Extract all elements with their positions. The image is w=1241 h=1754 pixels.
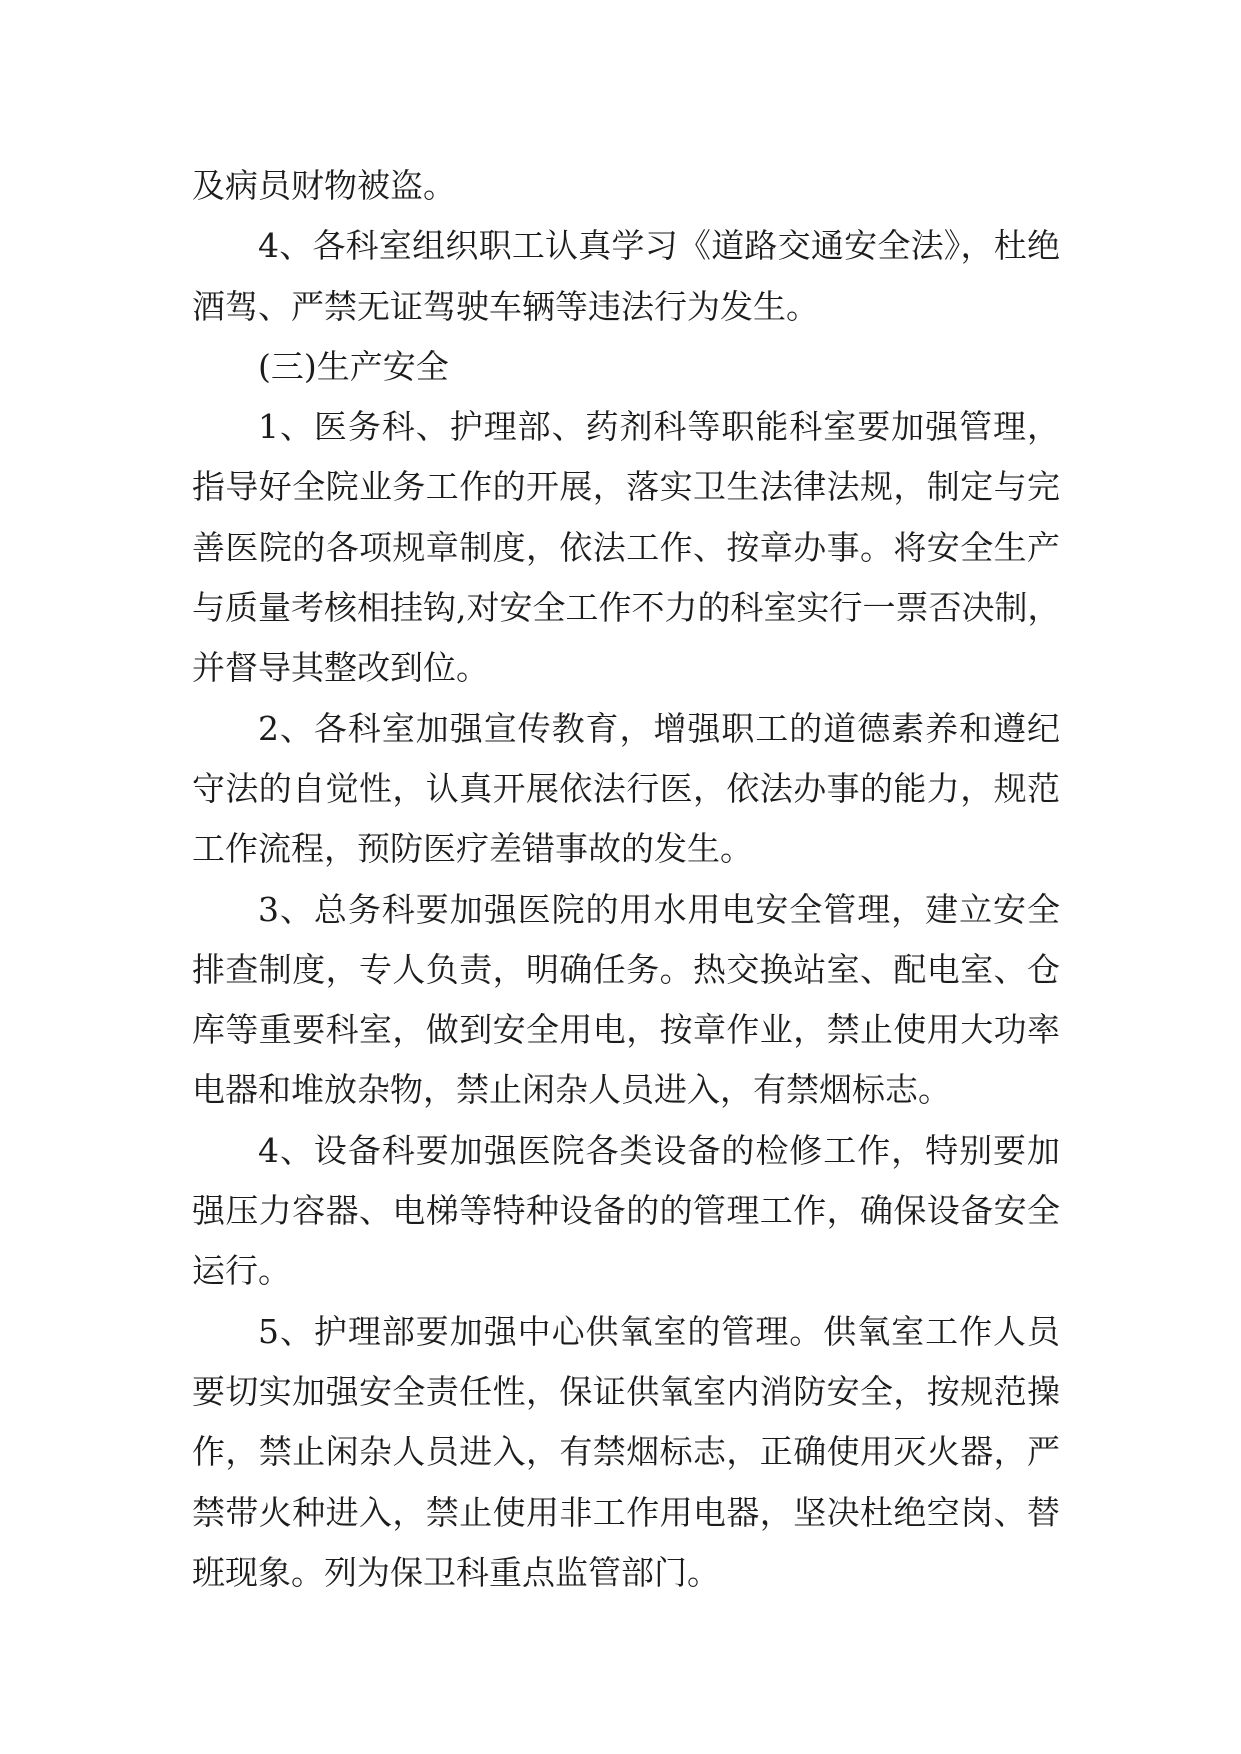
paragraph-continuation bbox=[192, 156, 1060, 216]
paragraph-line: 强压力容器、电梯等特种设备的的管理工作，确保设备安全 bbox=[192, 1191, 1060, 1231]
paragraph-line: 电器和堆放杂物，禁止闲杂人员进入，有禁烟标志。 bbox=[192, 1070, 951, 1110]
paragraph-item-1 bbox=[192, 397, 1060, 698]
paragraph-line: 禁带火种进入，禁止使用非工作用电器，坚决杜绝空岗、替 bbox=[192, 1492, 1060, 1532]
body-text bbox=[192, 156, 1060, 1603]
paragraph-line: 4、设备科要加强医院各类设备的检修工作，特别要加 bbox=[258, 1130, 1060, 1170]
section-heading-text: (三)生产安全 bbox=[258, 346, 449, 386]
paragraph-line: 排查制度，专人负责，明确任务。热交换站室、配电室、仓 bbox=[192, 949, 1060, 989]
paragraph-line: 与质量考核相挂钩,对安全工作不力的科室实行一票否决制， bbox=[192, 588, 1060, 628]
paragraph-line: 2、各科室加强宣传教育，增强职工的道德素养和遵纪 bbox=[258, 708, 1060, 748]
section-heading bbox=[192, 337, 1060, 397]
paragraph-line: 及病员财物被盗。 bbox=[192, 166, 456, 205]
paragraph-line: 3、总务科要加强医院的用水用电安全管理，建立安全 bbox=[258, 889, 1060, 929]
paragraph-item-4 bbox=[192, 1121, 1060, 1302]
paragraph-line: 作，禁止闲杂人员进入，有禁烟标志，正确使用灭火器，严 bbox=[192, 1432, 1060, 1472]
paragraph-item-5 bbox=[192, 1302, 1060, 1603]
paragraph-line: 善医院的各项规章制度，依法工作、按章办事。将安全生产 bbox=[192, 527, 1060, 567]
paragraph-line: 4、各科室组织职工认真学习《道路交通安全法》，杜绝 bbox=[258, 226, 1060, 266]
paragraph-item-2 bbox=[192, 699, 1060, 880]
paragraph-line: 运行。 bbox=[192, 1251, 291, 1291]
paragraph-line: 1、医务科、护理部、药剂科等职能科室要加强管理， bbox=[258, 407, 1060, 447]
paragraph-traffic-safety bbox=[192, 216, 1060, 337]
paragraph-line: 5、护理部要加强中心供氧室的管理。供氧室工作人员 bbox=[258, 1311, 1060, 1351]
paragraph-line: 班现象。列为保卫科重点监管部门。 bbox=[192, 1552, 720, 1592]
paragraph-line: 指导好全院业务工作的开展，落实卫生法律法规，制定与完 bbox=[192, 467, 1060, 507]
paragraph-line: 并督导其整改到位。 bbox=[192, 648, 489, 688]
paragraph-line: 守法的自觉性，认真开展依法行医，依法办事的能力，规范 bbox=[192, 768, 1060, 808]
paragraph-line: 库等重要科室，做到安全用电，按章作业，禁止使用大功率 bbox=[192, 1010, 1060, 1050]
paragraph-line: 工作流程，预防医疗差错事故的发生。 bbox=[192, 829, 753, 869]
paragraph-item-3 bbox=[192, 880, 1060, 1121]
paragraph-line: 酒驾、严禁无证驾驶车辆等违法行为发生。 bbox=[192, 286, 819, 326]
paragraph-line: 要切实加强安全责任性，保证供氧室内消防安全，按规范操 bbox=[192, 1371, 1060, 1411]
